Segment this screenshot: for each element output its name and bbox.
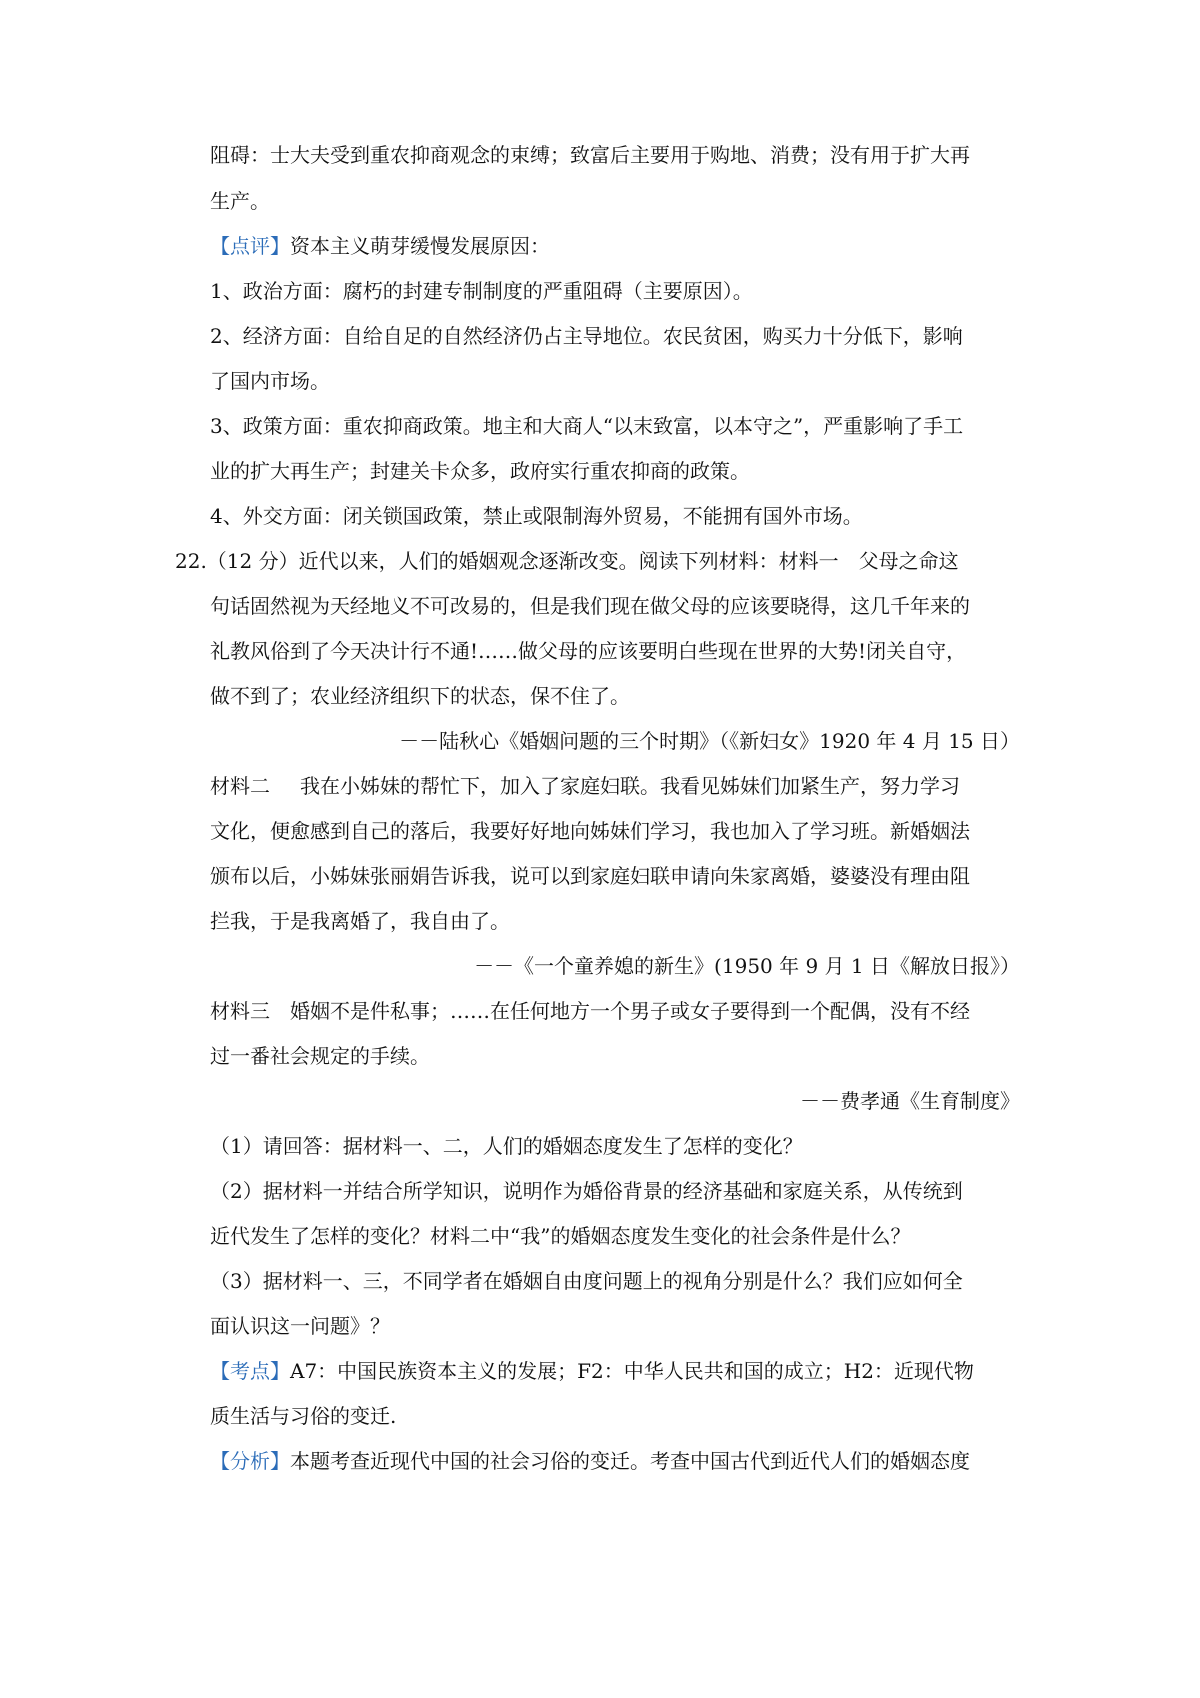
material-three-line: 材料三 婚姻不是件私事；……在任何地方一个男子或女子要得到一个配偶，没有不经 <box>210 999 970 1023</box>
kaodian-line <box>210 1357 974 1385</box>
material-two-line: 拦我，于是我离婚了，我自由了。 <box>210 909 510 933</box>
review-item: 2、经济方面：自给自足的自然经济仍占主导地位。农民贫困，购买力十分低下，影响 <box>210 324 963 348</box>
kaodian-line: 质生活与习俗的变迁. <box>210 1404 397 1428</box>
review-item: 3、政策方面：重农抑商政策。地主和大商人“以末致富，以本守之”，严重影响了手工 <box>210 414 964 438</box>
material-one-line: 句话固然视为天经地义不可改易的，但是我们现在做父母的应该要晓得，这几千年来的 <box>210 594 970 618</box>
sub-question: 近代发生了怎样的变化？材料二中“我”的婚姻态度发生变化的社会条件是什么？ <box>210 1224 911 1248</box>
sub-question: （1）请回答：据材料一、二，人们的婚姻态度发生了怎样的变化？ <box>210 1134 803 1158</box>
material-two-first-line <box>210 772 960 800</box>
material-two-text: 我在小姊妹的帮忙下，加入了家庭妇联。我看见姊妹们加紧生产，努力学习 <box>300 774 960 798</box>
material-two-line: 文化，便愈感到自己的落后，我要好好地向姊妹们学习，我也加入了学习班。新婚姻法 <box>210 819 970 843</box>
material-three-line: 过一番社会规定的手续。 <box>210 1044 430 1068</box>
material-three-source: －－费孝通《生育制度》 <box>800 1089 1020 1113</box>
review-item: 业的扩大再生产；封建关卡众多，政府实行重农抑商的政策。 <box>210 459 750 483</box>
kaodian-tag: 【考点】 <box>210 1359 290 1383</box>
material-one-line: 做不到了；农业经济组织下的状态，保不住了。 <box>210 684 630 708</box>
material-two-label: 材料二 <box>210 774 270 798</box>
material-one-source: －－陆秋心《婚姻问题的三个时期》（《新妇女》1920 年 4 月 15 日） <box>399 729 1020 753</box>
review-item: 4、外交方面：闭关锁国政策，禁止或限制海外贸易，不能拥有国外市场。 <box>210 504 863 528</box>
review-item: 1、政治方面：腐朽的封建专制制度的严重阻碍（主要原因）。 <box>210 279 753 303</box>
fenxi-text: 本题考查近现代中国的社会习俗的变迁。考查中国古代到近代人们的婚姻态度 <box>290 1449 970 1473</box>
question-22-stem: 22.（12 分）近代以来，人们的婚姻观念逐渐改变。阅读下列材料：材料一 父母之命这 <box>175 549 959 573</box>
fenxi-line <box>210 1447 970 1475</box>
q21-answer-line: 阻碍：士大夫受到重农抑商观念的束缚；致富后主要用于购地、消费；没有用于扩大再 <box>210 143 970 167</box>
sub-question: 面认识这一问题》？ <box>210 1314 390 1338</box>
review-item: 了国内市场。 <box>210 369 330 393</box>
review-heading <box>210 232 550 260</box>
fenxi-tag: 【分析】 <box>210 1449 290 1473</box>
q21-answer-line: 生产。 <box>210 189 270 213</box>
material-two-source: －－《一个童养媳的新生》(1950 年 9 月 1 日《解放日报》） <box>474 954 1020 978</box>
review-intro: 资本主义萌芽缓慢发展原因： <box>290 234 550 258</box>
review-tag: 【点评】 <box>210 234 290 258</box>
sub-question: （2）据材料一并结合所学知识，说明作为婚俗背景的经济基础和家庭关系，从传统到 <box>210 1179 963 1203</box>
sub-question: （3）据材料一、三，不同学者在婚姻自由度问题上的视角分别是什么？我们应如何全 <box>210 1269 963 1293</box>
material-one-line: 礼教风俗到了今天决计行不通!……做父母的应该要明白些现在世界的大势!闭关自守， <box>210 639 967 663</box>
kaodian-text: A7：中国民族资本主义的发展；F2：中华人民共和国的成立；H2：近现代物 <box>290 1359 974 1383</box>
material-two-line: 颁布以后，小姊妹张丽娟告诉我，说可以到家庭妇联申请向朱家离婚，婆婆没有理由阻 <box>210 864 970 888</box>
